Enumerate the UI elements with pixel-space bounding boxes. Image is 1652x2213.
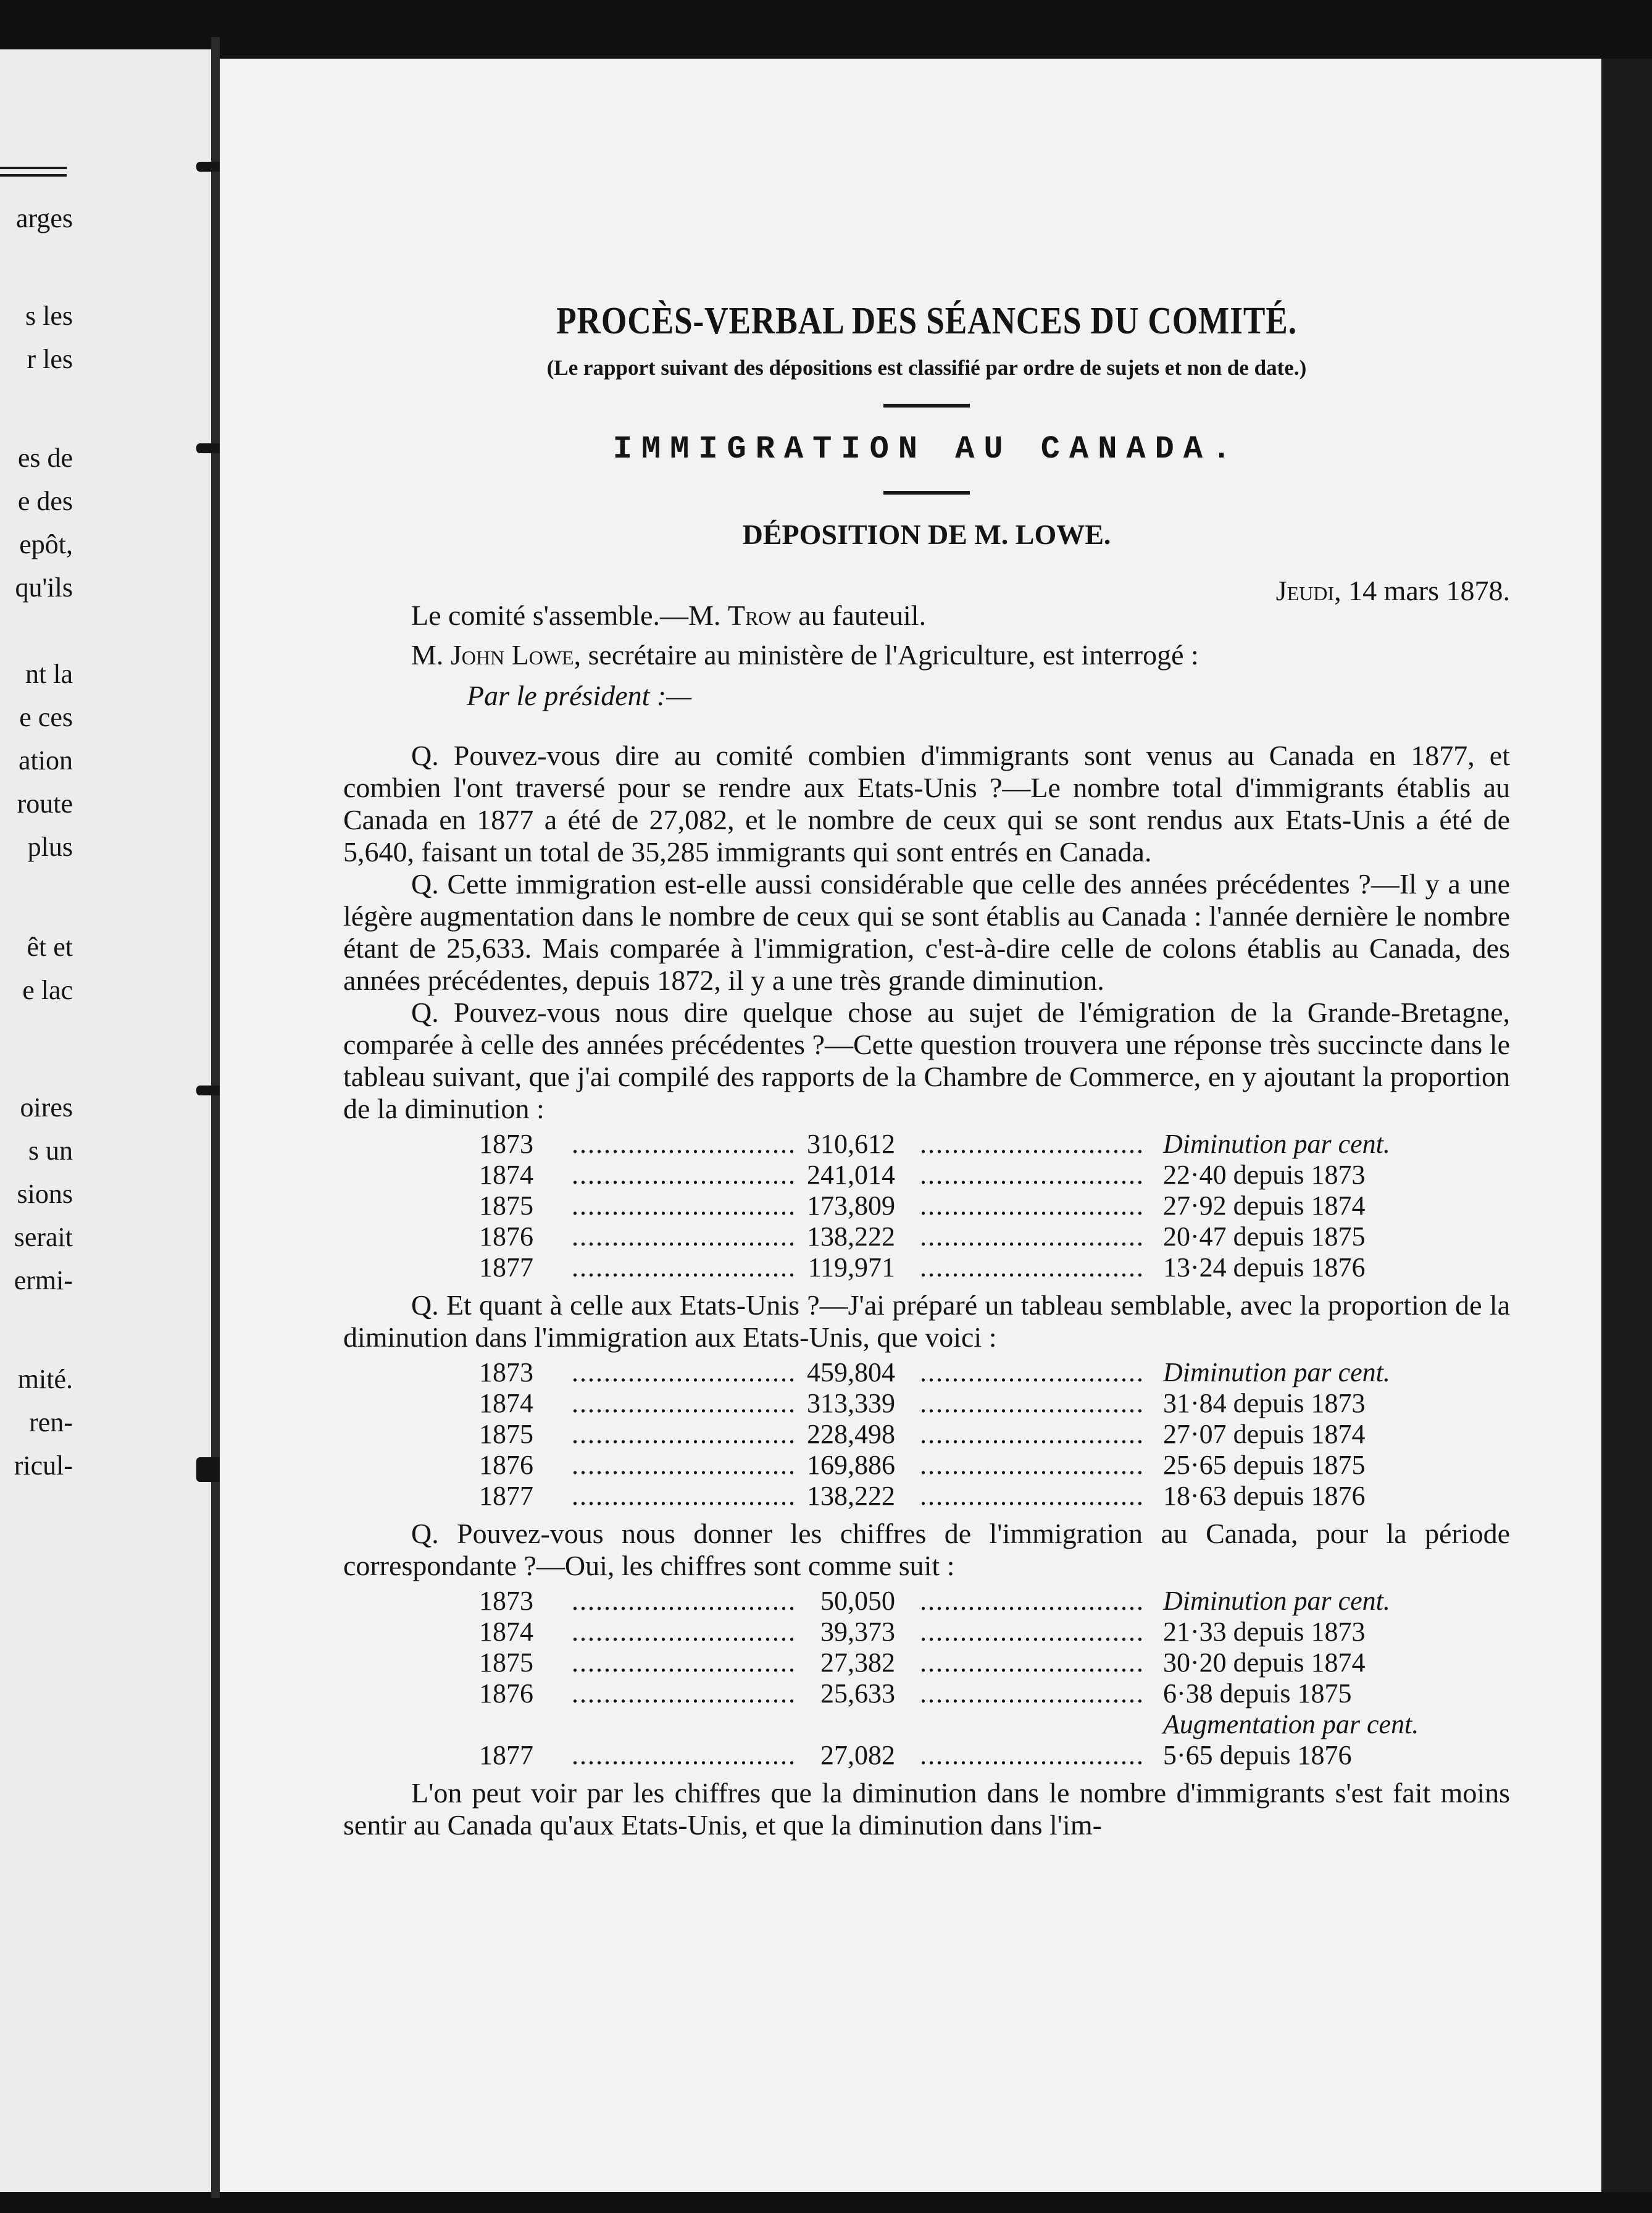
left-fragment: serait (14, 1223, 73, 1252)
left-fragment: sions (17, 1179, 73, 1209)
left-fragment: ricul- (14, 1451, 73, 1481)
column-heading: Augmentation par cent. (1163, 1709, 1419, 1739)
leader-dots: ............................ (572, 1160, 796, 1190)
value-cell: 27,082 (820, 1740, 895, 1770)
left-fragment: mité. (17, 1365, 73, 1394)
percent-cell: 6·38 depuis 1875 (1163, 1678, 1352, 1709)
left-fragment: qu'ils (15, 573, 73, 603)
year-cell: 1875 (479, 1190, 533, 1221)
table-row (479, 1740, 1419, 1771)
value-cell: 119,971 (807, 1252, 895, 1282)
leader-dots: ............................ (572, 1129, 796, 1159)
leader-dots: ............................ (920, 1586, 1145, 1616)
year-cell: 1877 (479, 1252, 533, 1282)
percent-cell: 27·07 depuis 1874 (1163, 1419, 1366, 1449)
leader-dots: ............................ (920, 1357, 1145, 1387)
leader-dots: ............................ (920, 1647, 1145, 1678)
percent-cell: 22·40 depuis 1873 (1163, 1160, 1366, 1190)
leader-dots: ............................ (572, 1252, 796, 1282)
column-heading: Diminution par cent. (1163, 1357, 1390, 1387)
leader-dots: ............................ (920, 1160, 1145, 1190)
table-row (479, 1129, 1390, 1160)
left-fragment: e des (17, 487, 73, 516)
left-fragment: e ces (19, 703, 73, 732)
value-cell: 138,222 (807, 1481, 895, 1511)
left-page-edge (0, 49, 211, 2192)
year-cell: 1874 (479, 1388, 533, 1418)
witness-description: , secrétaire au ministère de l'Agriculture, est interrogé : (574, 639, 1199, 671)
examiner-line: Par le président :— (467, 680, 692, 711)
table-row (479, 1709, 1419, 1740)
year-cell: 1877 (479, 1481, 533, 1511)
year-cell: 1876 (479, 1450, 533, 1480)
column-heading: Diminution par cent. (1163, 1586, 1390, 1616)
left-fragment: es de (17, 443, 73, 473)
table-great-britain (479, 1129, 1390, 1283)
percent-cell: 27·92 depuis 1874 (1163, 1190, 1366, 1221)
percent-cell: 5·65 depuis 1876 (1163, 1740, 1352, 1770)
left-fragment: s les (25, 301, 73, 331)
leader-dots: ............................ (920, 1419, 1145, 1449)
table-row (479, 1647, 1419, 1678)
year-cell: 1874 (479, 1617, 533, 1647)
leader-dots: ............................ (572, 1481, 796, 1511)
value-cell: 241,014 (807, 1160, 895, 1190)
left-fragment: ren- (29, 1408, 73, 1437)
table-row (479, 1357, 1390, 1388)
percent-cell: 20·47 depuis 1875 (1163, 1221, 1366, 1252)
left-fragment: e lac (22, 976, 73, 1005)
deposition-heading: DÉPOSITION DE M. LOWE. (742, 519, 1111, 550)
left-fragment: êt et (27, 932, 73, 962)
leader-dots: ............................ (920, 1450, 1145, 1480)
year-cell: 1877 (479, 1740, 533, 1770)
opening-text-end: au fauteuil. (791, 600, 927, 631)
value-cell: 27,382 (820, 1647, 895, 1678)
table-row (479, 1481, 1390, 1512)
value-cell: 169,886 (807, 1450, 895, 1480)
leader-dots: ............................ (920, 1617, 1145, 1647)
table-row (479, 1586, 1419, 1617)
book-gutter (211, 37, 220, 2198)
column-heading: Diminution par cent. (1163, 1129, 1390, 1159)
value-cell: 138,222 (807, 1221, 895, 1252)
year-cell: 1873 (479, 1586, 533, 1616)
page-subtitle: (Le rapport suivant des dépositions est classifié par ordre de sujets et non de date.) (546, 356, 1307, 380)
year-cell: 1876 (479, 1678, 533, 1709)
left-fragment: ermi- (14, 1266, 73, 1295)
table-row (479, 1678, 1419, 1709)
paragraph: Q. Cette immigration est-elle aussi considérable que celle des années précédentes ?—Il y a une légère augmentation dans le nombre de ceux qui se sont établis au Canada : l'année dernière le nombre étant de 25,633. Mais comparée à l'immigration, c'est-à-dire celle de colons établis au Canada, des années précédentes, depuis 1872, il y a une très grande diminution. (343, 868, 1510, 996)
witness-line (343, 637, 1510, 673)
paragraph: Q. Pouvez-vous nous donner les chiffres de l'immigration au Canada, pour la période correspondante ?—Oui, les chiffres sont comme suit : (343, 1518, 1510, 1581)
paragraph: Q. Pouvez-vous nous dire quelque chose au sujet de l'émigration de la Grande-Bretagne, comparée à celle des années précédentes ?—Cette question trouvera une réponse très succincte dans le tableau suivant, que j'ai compilé des rapports de la Chambre de Commerce, en y ajoutant la proportion de la diminution : (343, 997, 1510, 1124)
paragraph: L'on peut voir par les chiffres que la diminution dans le nombre d'immigrants s'est fait moins sentir au Canada qu'aux Etats-Unis, et que la diminution dans l'im- (343, 1777, 1510, 1841)
table-row (479, 1190, 1390, 1221)
left-page-rule (0, 167, 67, 169)
left-page-rule (0, 174, 67, 177)
leader-dots: ............................ (920, 1481, 1145, 1511)
leader-dots: ............................ (920, 1740, 1145, 1770)
percent-cell: 31·84 depuis 1873 (1163, 1388, 1366, 1418)
percent-cell: 25·65 depuis 1875 (1163, 1450, 1366, 1480)
left-fragment: plus (27, 832, 73, 862)
leader-dots: ............................ (572, 1190, 796, 1221)
leader-dots: ............................ (572, 1357, 796, 1387)
document-page (220, 59, 1601, 2192)
leader-dots: ............................ (572, 1617, 796, 1647)
value-cell: 228,498 (807, 1419, 895, 1449)
meeting-day: Jeudi, (1275, 575, 1341, 606)
year-cell: 1874 (479, 1160, 533, 1190)
leader-dots: ............................ (572, 1221, 796, 1252)
page-content (343, 238, 1510, 1841)
leader-dots: ............................ (572, 1450, 796, 1480)
table-row (479, 1221, 1390, 1252)
year-cell: 1875 (479, 1647, 533, 1678)
percent-cell: 13·24 depuis 1876 (1163, 1252, 1366, 1282)
left-fragment: s un (28, 1136, 73, 1166)
table-row (479, 1617, 1419, 1647)
leader-dots: ............................ (920, 1129, 1145, 1159)
paragraph: Q. Et quant à celle aux Etats-Unis ?—J'ai préparé un tableau semblable, avec la proportion de la diminution dans l'immigration aux Etats-Unis, que voici : (343, 1289, 1510, 1353)
left-fragment: route (17, 789, 73, 819)
section-divider (883, 491, 970, 495)
meeting-date-text: 14 mars 1878. (1348, 575, 1510, 606)
left-fragment: arges (15, 204, 73, 233)
year-cell: 1873 (479, 1129, 533, 1159)
table-row (479, 1252, 1390, 1283)
table-united-states (479, 1357, 1390, 1512)
year-cell: 1873 (479, 1357, 533, 1387)
table-canada (479, 1586, 1419, 1771)
left-fragment: r les (27, 345, 73, 374)
left-fragment: epôt, (19, 530, 73, 559)
section-heading: IMMIGRATION AU CANADA. (612, 431, 1241, 467)
left-fragment: oires (20, 1093, 73, 1123)
left-fragment: nt la (25, 659, 73, 689)
page-title: PROCÈS-VERBAL DES SÉANCES DU COMITÉ. (556, 300, 1297, 342)
leader-dots: ............................ (920, 1678, 1145, 1709)
leader-dots: ............................ (572, 1419, 796, 1449)
table-row (479, 1160, 1390, 1190)
leader-dots: ............................ (572, 1740, 796, 1770)
leader-dots: ............................ (572, 1647, 796, 1678)
table-row (479, 1419, 1390, 1450)
table-row (479, 1450, 1390, 1481)
percent-cell: 18·63 depuis 1876 (1163, 1481, 1366, 1511)
opening-text: Le comité s'assemble.—M. (411, 600, 728, 631)
percent-cell: 30·20 depuis 1874 (1163, 1647, 1366, 1678)
value-cell: 173,809 (807, 1190, 895, 1221)
leader-dots: ............................ (572, 1388, 796, 1418)
paragraph: Q. Pouvez-vous dire au comité combien d'immigrants sont venus au Canada en 1877, et combien l'ont traversé pour se rendre aux Etats-Unis ?—Le nombre total d'immigrants établis au Canada en 1877 a été de 27,082, et le nombre de ceux qui se sont rendus aux Etats-Unis a été de 5,640, faisant un total de 35,285 immigrants qui sont entrés en Canada. (343, 740, 1510, 868)
year-cell: 1875 (479, 1419, 533, 1449)
witness-name: John Lowe (450, 639, 574, 671)
leader-dots: ............................ (920, 1252, 1145, 1282)
chair-name: Trow (727, 600, 791, 631)
value-cell: 50,050 (820, 1586, 895, 1616)
percent-cell: 21·33 depuis 1873 (1163, 1617, 1366, 1647)
value-cell: 313,339 (807, 1388, 895, 1418)
value-cell: 310,612 (807, 1129, 895, 1159)
leader-dots: ............................ (572, 1678, 796, 1709)
leader-dots: ............................ (920, 1388, 1145, 1418)
value-cell: 459,804 (807, 1357, 895, 1387)
title-divider (883, 404, 970, 408)
value-cell: 25,633 (820, 1678, 895, 1709)
table-row (479, 1388, 1390, 1419)
value-cell: 39,373 (820, 1617, 895, 1647)
leader-dots: ............................ (920, 1221, 1145, 1252)
year-cell: 1876 (479, 1221, 533, 1252)
leader-dots: ............................ (572, 1586, 796, 1616)
leader-dots: ............................ (920, 1190, 1145, 1221)
left-fragment: ation (19, 746, 73, 776)
page-edge-shadow (1601, 59, 1652, 2192)
witness-prefix: M. (411, 639, 451, 671)
